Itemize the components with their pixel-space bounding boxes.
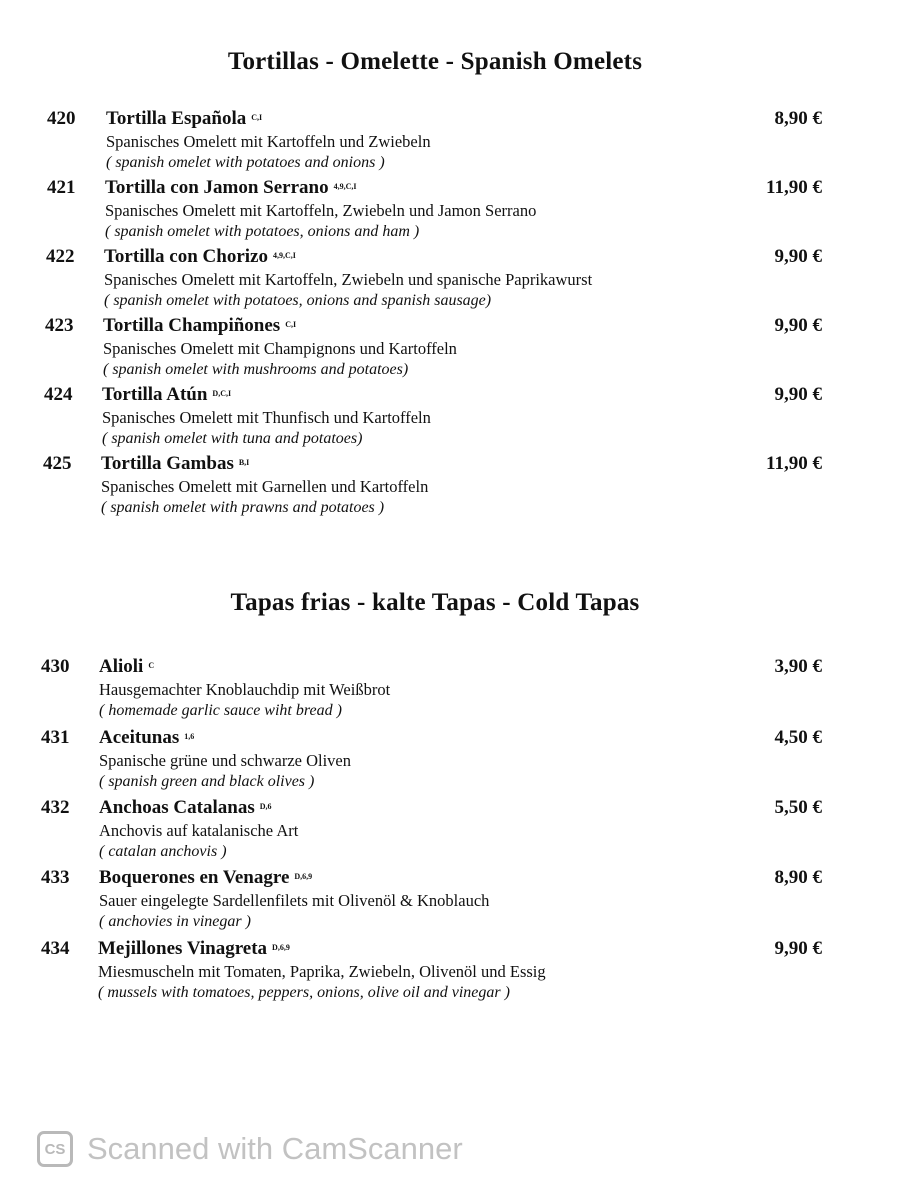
item-description: Spanisches Omelett mit Thunfisch und Kartoffeln xyxy=(102,408,431,427)
item-description: Miesmuscheln mit Tomaten, Paprika, Zwiebeln, Olivenöl und Essig xyxy=(98,962,546,981)
item-number: 433 xyxy=(41,867,70,888)
item-price: 9,90 € xyxy=(774,938,822,959)
item-name: Boquerones en Venagre $^{D,6,9}$ xyxy=(99,867,313,888)
menu-item-421 xyxy=(0,177,897,245)
item-description: Spanisches Omelett mit Champignons und Kartoffeln xyxy=(103,339,457,358)
item-number: 431 xyxy=(41,727,70,748)
item-name: Mejillones Vinagreta $^{D,6,9}$ xyxy=(98,938,290,959)
item-translation: ( catalan anchovis ) xyxy=(99,843,227,860)
item-price: 5,50 € xyxy=(774,797,822,818)
item-number: 430 xyxy=(41,656,70,677)
item-name: Alioli $^C$ xyxy=(99,656,155,677)
allergen-codes: C,I xyxy=(251,113,263,122)
section-title-cold-tapas: Tapas frias - kalte Tapas - Cold Tapas xyxy=(230,589,640,616)
item-price: 3,90 € xyxy=(774,656,822,677)
item-number: 432 xyxy=(41,797,70,818)
item-translation: ( mussels with tomatoes, peppers, onions, olive oil and vinegar ) xyxy=(98,984,510,1001)
allergen-codes: 4,9,C,I xyxy=(272,251,296,260)
item-price: 11,90 € xyxy=(766,177,822,198)
item-number: 423 xyxy=(45,315,74,336)
item-translation: ( spanish omelet with potatoes, onions and ham ) xyxy=(105,223,420,240)
item-translation: ( anchovies in vinegar ) xyxy=(99,913,251,930)
menu-item-422 xyxy=(0,246,897,314)
menu-item-423 xyxy=(0,315,897,383)
item-number: 425 xyxy=(43,453,72,474)
item-description: Spanisches Omelett mit Kartoffeln, Zwiebeln und spanische Paprikawurst xyxy=(104,270,593,289)
menu-item-424 xyxy=(0,384,897,452)
item-price: 8,90 € xyxy=(774,108,822,129)
item-description: Spanisches Omelett mit Kartoffeln, Zwiebeln und Jamon Serrano xyxy=(105,201,537,220)
item-description: Spanisches Omelett mit Garnellen und Kartoffeln xyxy=(101,477,429,496)
section-title-tortillas: Tortillas - Omelette - Spanish Omelets xyxy=(227,48,643,75)
item-translation: ( spanish omelet with prawns and potatoes ) xyxy=(101,499,385,516)
item-translation: ( spanish green and black olives ) xyxy=(99,773,315,790)
allergen-codes: D,6,9 xyxy=(294,872,313,881)
item-price: 8,90 € xyxy=(774,867,822,888)
item-translation: ( spanish omelet with tuna and potatoes) xyxy=(102,430,363,447)
item-price: 9,90 € xyxy=(774,246,822,267)
item-name: Tortilla Gambas $^{B,I}$ xyxy=(101,453,250,474)
camscanner-watermark xyxy=(37,1129,463,1169)
allergen-codes: D,6,9 xyxy=(272,943,290,952)
item-description: Anchovis auf katalanische Art xyxy=(99,821,299,840)
item-translation: ( spanish omelet with potatoes and onions ) xyxy=(106,154,385,171)
item-number: 424 xyxy=(44,384,73,405)
item-number: 422 xyxy=(46,246,75,267)
allergen-codes: 1,6 xyxy=(184,732,195,741)
item-name: Anchoas Catalanas $^{D,6}$ xyxy=(99,797,272,818)
item-price: 9,90 € xyxy=(774,384,822,405)
allergen-codes: D,C,I xyxy=(212,389,232,398)
item-number: 421 xyxy=(47,177,76,198)
allergen-codes: D,6 xyxy=(259,802,272,811)
menu-item-420 xyxy=(0,108,897,176)
item-number: 434 xyxy=(41,938,70,959)
item-name: Tortilla Española $^{C,I}$ xyxy=(106,108,263,129)
item-translation: ( spanish omelet with potatoes, onions and spanish sausage) xyxy=(104,292,492,309)
camscanner-logo-icon: CS xyxy=(37,1131,73,1167)
item-name: Aceitunas $^{1,6}$ xyxy=(99,727,195,748)
item-price: 4,50 € xyxy=(774,727,822,748)
item-name: Tortilla con Jamon Serrano $^{4,9,C,I}$ xyxy=(105,177,357,198)
item-description: Sauer eingelegte Sardellenfilets mit Olivenöl & Knoblauch xyxy=(99,891,490,910)
allergen-codes: C,I xyxy=(285,320,297,329)
item-name: Tortilla Atún $^{D,C,I}$ xyxy=(102,384,232,405)
item-translation: ( homemade garlic sauce wiht bread ) xyxy=(99,702,342,719)
menu-item-430 xyxy=(0,656,897,724)
item-price: 9,90 € xyxy=(774,315,822,336)
item-name: Tortilla Champiñones $^{C,I}$ xyxy=(103,315,297,336)
menu-item-433 xyxy=(0,867,897,935)
watermark-text: Scanned with CamScanner xyxy=(87,1131,463,1166)
item-translation: ( spanish omelet with mushrooms and potatoes) xyxy=(103,361,409,378)
allergen-codes: 4,9,C,I xyxy=(333,182,357,191)
allergen-codes: B,I xyxy=(238,458,250,467)
menu-item-431 xyxy=(0,727,897,795)
menu-item-434 xyxy=(0,938,897,1006)
item-description: Spanische grüne und schwarze Oliven xyxy=(99,751,352,770)
allergen-codes: C xyxy=(148,661,155,670)
item-name: Tortilla con Chorizo $^{4,9,C,I}$ xyxy=(104,246,296,267)
item-description: Hausgemachter Knoblauchdip mit Weißbrot xyxy=(99,680,391,699)
item-price: 11,90 € xyxy=(766,453,822,474)
menu-item-432 xyxy=(0,797,897,865)
item-number: 420 xyxy=(47,108,76,129)
menu-item-425 xyxy=(0,453,897,521)
item-description: Spanisches Omelett mit Kartoffeln und Zwiebeln xyxy=(106,132,431,151)
